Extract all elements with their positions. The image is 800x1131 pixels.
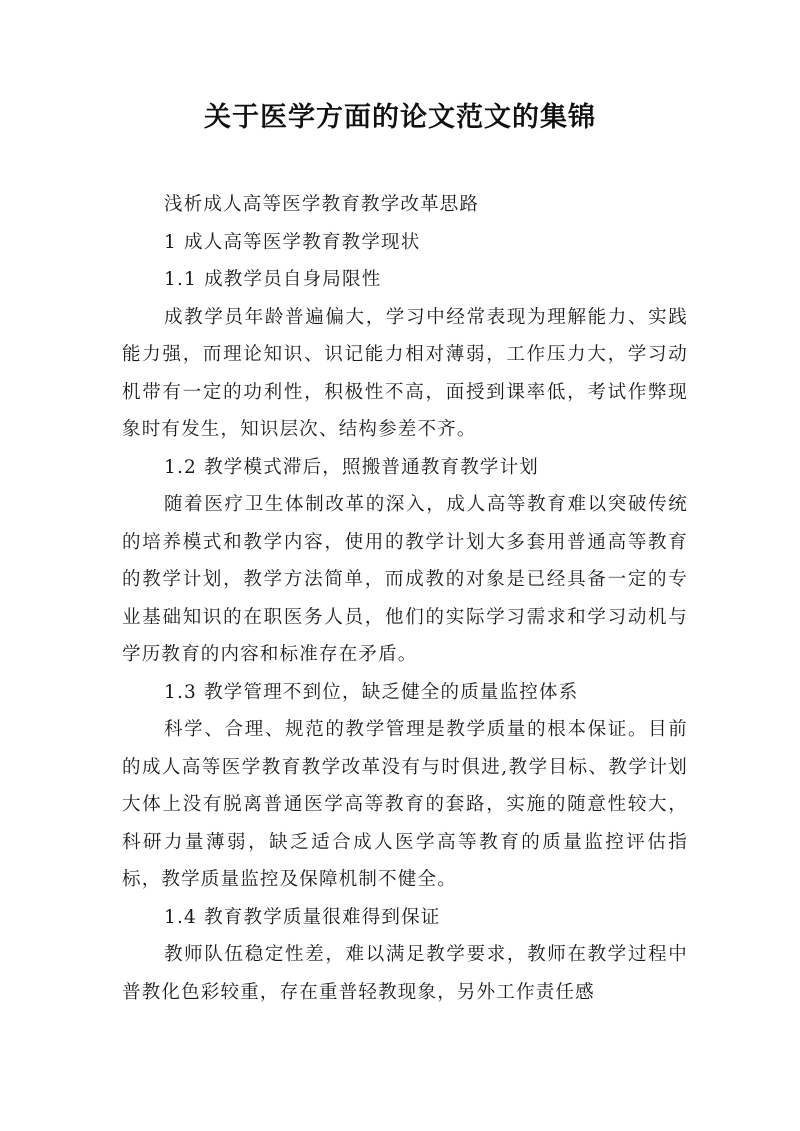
section-heading-1: 1 成人高等医学教育教学现状 <box>164 231 421 253</box>
section-heading-1-1: 1.1 成教学员自身局限性 <box>164 269 382 290</box>
section-heading-1-3: 1.3 教学管理不到位，缺乏健全的质量监控体系 <box>164 681 579 703</box>
paragraph-1-2: 随着医疗卫生体制改革的深入，成人高等教育难以突破传统的培养模式和教学内容，使用的教学计划大多套用普通高等教育的教学计划，教学方法简单，而成教的对象是已经具备一定的专业基础知识的在职医务人员，他们的实际学习需求和学习动机与学历教育的内容和标准存在矛盾。 <box>122 494 688 665</box>
article-subtitle: 浅析成人高等医学教育教学改革思路 <box>164 194 480 215</box>
section-heading-1-2: 1.2 教学模式滞后，照搬普通教育教学计划 <box>164 456 540 478</box>
document-title: 关于医学方面的论文范文的集锦 <box>204 102 596 133</box>
paragraph-1-1: 成教学员年龄普遍偏大，学习中经常表现为理解能力、实践能力强，而理论知识、识记能力相对薄弱，工作压力大，学习动机带有一定的功利性，积极性不高，面授到课率低，考试作弊现象时有发生，知识层次、结构参差不齐。 <box>122 306 688 440</box>
paragraph-1-3: 科学、合理、规范的教学管理是教学质量的根本保证。目前的成人高等医学教育教学改革没有与时俱进,教学目标、教学计划大体上没有脱离普通医学高等教育的套路，实施的随意性较大，科研力量薄弱，缺乏适合成人医学高等教育的质量监控评估指标，教学质量监控及保障机制不健全。 <box>122 719 688 890</box>
paragraph-1-4: 教师队伍稳定性差，难以满足教学要求，教师在教学过程中普教化色彩较重，存在重普轻教现象，另外工作责任感 <box>122 944 688 1003</box>
document-body <box>122 186 688 1011</box>
section-heading-1-4: 1.4 教育教学质量很难得到保证 <box>164 906 441 928</box>
